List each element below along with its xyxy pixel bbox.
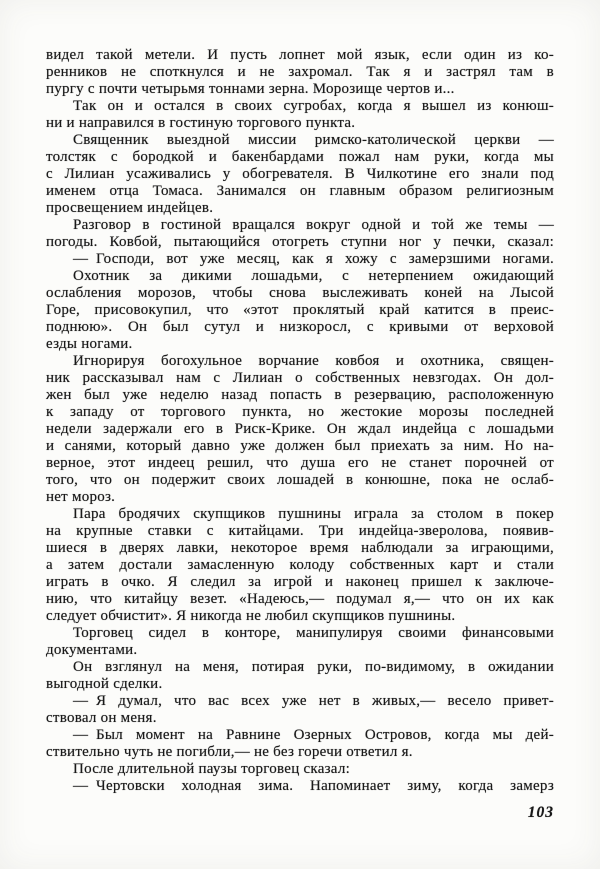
- text-line: Разговор в гостиной вращался вокруг одной и той же темы —: [73, 217, 554, 233]
- text-line: и санями, который давно уже должен был приехать за ним. Но на-: [46, 438, 554, 454]
- paragraph: [46, 506, 554, 625]
- text-line: ни и направился в гостиную торгового пункта.: [46, 115, 356, 131]
- text-line: просвещением индейцев.: [46, 200, 214, 216]
- text-line: погоды. Ковбой, пытающийся отогреть ступни ног у печки, сказал:: [46, 234, 554, 250]
- paragraph: [46, 98, 554, 132]
- text-line: Пара бродячих скупщиков пушнины играла за столом в покер: [73, 506, 554, 522]
- text-line: следует обчистит». Я никогда не любил скупщиков пушнины.: [46, 608, 456, 624]
- paragraph: [46, 659, 554, 693]
- text-line: ствительно чуть не погибли,— не без горечи ответил я.: [46, 744, 413, 760]
- text-line: пургу с почти четырьмя тоннами зерна. Морозище чертов и...: [46, 81, 455, 97]
- text-line: шиеся в дверях лавки, некоторое время наблюдали за играющими,: [46, 540, 554, 556]
- text-line: нет мороз.: [46, 489, 116, 505]
- text-line: — Чертовски холодная зима. Напоминает зиму, когда замерз: [73, 778, 554, 794]
- text-line: документами.: [46, 642, 138, 658]
- text-line: на крупные ставки с китайцами. Три индейца-зверолова, появив-: [46, 523, 554, 539]
- text-line: того, что он подержит своих лошадей в конюшне, пока не ослаб-: [46, 472, 554, 488]
- text-line: ренников не споткнулся и не захромал. Так я и застрял там в: [46, 64, 554, 80]
- text-line: верное, этот индеец решил, что душа его не станет порочней от: [46, 455, 554, 471]
- text-line: именем отца Томаса. Занимался он главным образом религиозным: [46, 183, 554, 199]
- paragraph: [46, 268, 554, 353]
- text-line: Он взглянул на меня, потирая руки, по-видимому, в ожидании: [73, 659, 554, 675]
- paragraph: [46, 693, 554, 727]
- text-line: — Я думал, что вас всех уже нет в живых,— весело привет-: [73, 693, 554, 709]
- text-line: поднюю». Он был сутул и низкоросл, с кривыми от верховой: [46, 319, 554, 335]
- text-line: Охотник за дикими лошадьми, с нетерпением ожидающий: [73, 268, 554, 284]
- text-line: После длительной паузы торговец сказал:: [73, 761, 350, 777]
- paragraph: [46, 625, 554, 659]
- text-line: Игнорируя богохульное ворчание ковбоя и охотника, священ-: [73, 353, 554, 369]
- text-line: а затем достали замасленную колоду собственных карт и стали: [46, 557, 554, 573]
- text-line: толстяк с бородкой и бакенбардами пожал нам руки, когда мы: [46, 149, 554, 165]
- text-line: ослабления морозов, чтобы снова выслеживать коней на Лысой: [46, 285, 554, 301]
- text-line: Горе, присовокупил, что «этот проклятый край катится в преис-: [46, 302, 554, 318]
- text-line: Так он и остался в своих сугробах, когда я вышел из конюш-: [73, 98, 554, 114]
- text-line: видел такой метели. И пусть лопнет мой язык, если один из ко-: [46, 47, 554, 63]
- text-line: с Лилиан усаживались у обогревателя. В Чилкотине его знали под: [46, 166, 554, 182]
- text-line: Священник выездной миссии римско-католической церкви —: [73, 132, 554, 148]
- page-number: 103: [527, 804, 554, 821]
- paragraph: [46, 132, 554, 217]
- text-line: Торговец сидел в конторе, манипулируя своими финансовыми: [73, 625, 554, 641]
- text-line: езды ногами.: [46, 336, 133, 352]
- paragraph: [46, 217, 554, 251]
- text-line: выгодной сделки.: [46, 676, 163, 692]
- paragraph: [46, 778, 554, 795]
- text-line: недели задержали его в Риск-Крике. Он ждал индейца с лошадьми: [46, 421, 554, 437]
- paragraph: [46, 47, 554, 98]
- paragraph: [46, 251, 554, 268]
- text-line: — Был момент на Равнине Озерных Островов, когда мы дей-: [73, 727, 554, 743]
- paragraph: [46, 761, 554, 778]
- text-block: [46, 47, 554, 795]
- text-line: нию, что китайцу везет. «Надеюсь,— подумал я,— что он их как: [46, 591, 554, 607]
- paragraph: [46, 353, 554, 506]
- text-line: жен был уже неделю назад попасть в резервацию, расположенную: [46, 387, 554, 403]
- text-line: ник рассказывал нам с Лилиан о собственных невзгодах. Он дол-: [46, 370, 554, 386]
- text-line: — Господи, вот уже месяц, как я хожу с замерзшими ногами.: [73, 251, 554, 267]
- text-line: играть в очко. Я следил за игрой и наконец пришел к заключе-: [46, 574, 554, 590]
- text-line: ствовал он меня.: [46, 710, 157, 726]
- paragraph: [46, 727, 554, 761]
- text-line: к западу от торгового пункта, но жестокие морозы последней: [46, 404, 554, 420]
